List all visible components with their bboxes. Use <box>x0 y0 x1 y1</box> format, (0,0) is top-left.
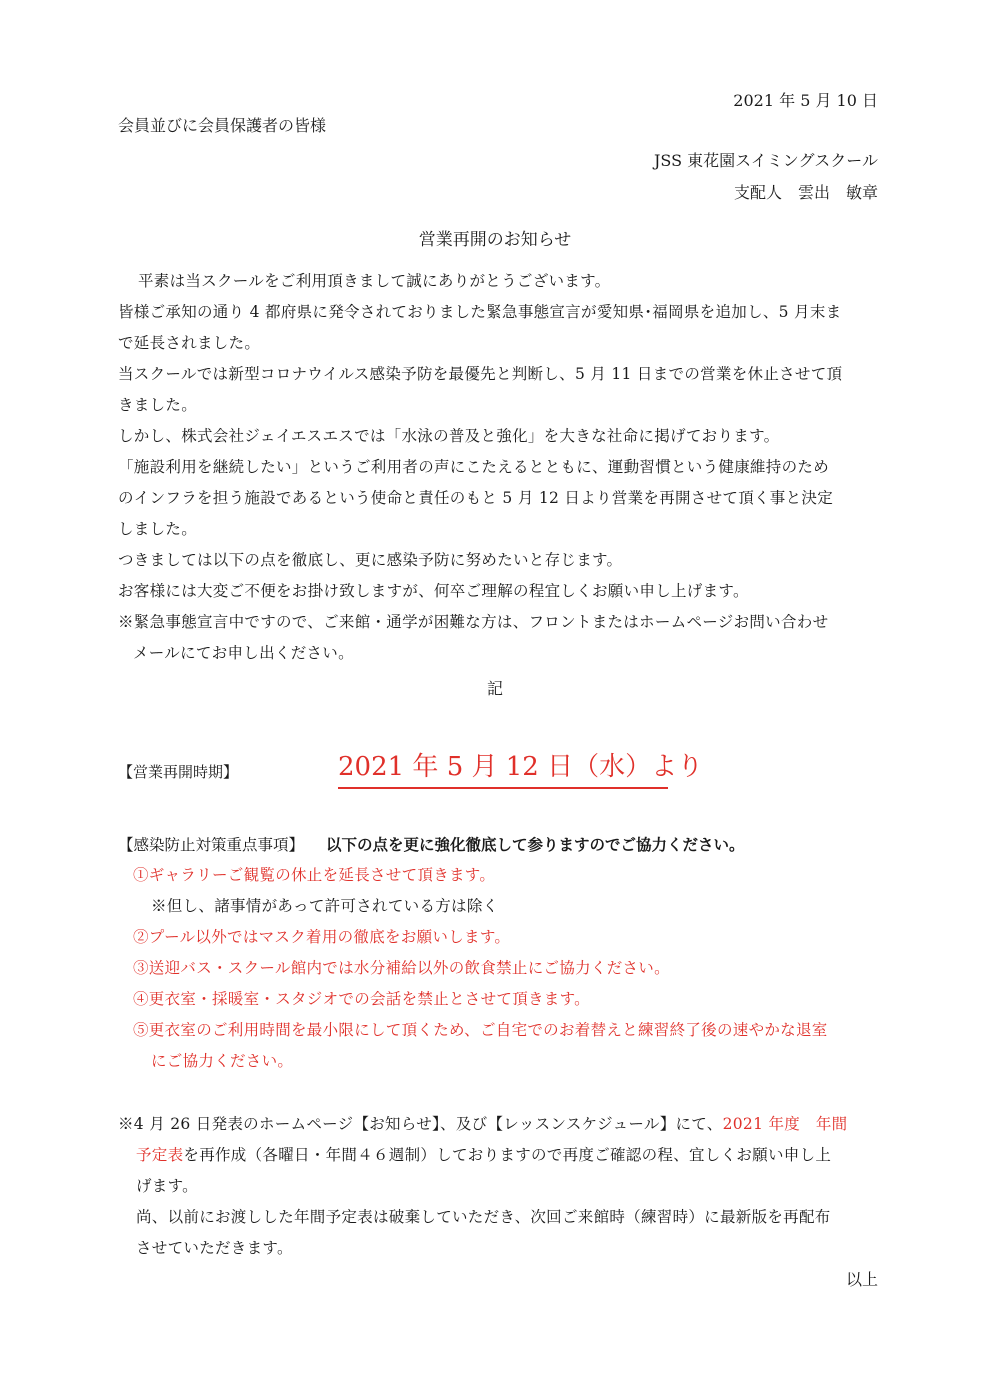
measure-item: ①ギャラリーご観覧の休止を延長させて頂きます。 <box>133 866 496 884</box>
body-line: つきましては以下の点を徹底し、更に感染予防に努めたいと存じます。 <box>118 551 623 569</box>
measure-item: ③送迎バス・スクール館内では水分補給以外の飲食禁止にご協力ください。 <box>133 959 670 977</box>
measures-list <box>133 860 893 1077</box>
recipient: 会員並びに会員保護者の皆様 <box>118 116 327 135</box>
body-text <box>118 266 883 669</box>
measure-item: ⑤更衣室のご利用時間を最小限にして頂くため、ご自宅でのお着替えと練習終了後の速やかな退室 <box>133 1021 828 1039</box>
measure-item: ②プール以外ではマスク着用の徹底をお願いします。 <box>133 928 511 946</box>
reopen-label: 【営業再開時期】 <box>118 763 239 781</box>
note-line <box>118 1109 888 1140</box>
note-line: げます。 <box>136 1177 198 1195</box>
body-line: しかし、株式会社ジェイエスエスでは「水泳の普及と強化」を大きな社命に掲げております。 <box>118 427 780 445</box>
closing-mark: 以上 <box>845 1270 878 1289</box>
body-line: のインフラを担う施設であるという使命と責任のもと 5 月 12 日より営業を再開させて頂く事と決定 <box>118 489 833 507</box>
note-line: 尚、以前にお渡しした年間予定表は破棄していただき、次回ご来館時（練習時）に最新版を再配布 <box>136 1208 831 1226</box>
body-line: 当スクールでは新型コロナウイルス感染予防を最優先と判断し、5 月 11 日までの営業を休止させて頂 <box>118 365 843 383</box>
note-highlight: 予定表 <box>136 1146 184 1164</box>
page-title: 営業再開のお知らせ <box>418 230 572 250</box>
note-highlight: 2021 年度 年間 <box>722 1115 848 1133</box>
body-line: しました。 <box>118 520 198 538</box>
body-line: ※緊急事態宣言中ですので、ご来館・通学が困難な方は、フロントまたはホームページお問い合わせ <box>118 613 829 631</box>
sender-organization: JSS 東花園スイミングスクール <box>653 151 878 170</box>
ki-marker: 記 <box>486 679 503 698</box>
body-line: 皆様ご承知の通り 4 都府県に発令されておりました緊急事態宣言が愛知県･福岡県を追加し、5 月末ま <box>118 303 842 321</box>
body-line: 「施設利用を継続したい」というご利用者の声にこたえるとともに、運動習慣という健康維持のため <box>118 458 830 476</box>
measure-item: ④更衣室・採暖室・スタジオでの会話を禁止とさせて頂きます。 <box>133 990 590 1008</box>
measures-lead: 以下の点を更に強化徹底して参りますのでご協力ください。 <box>326 835 745 854</box>
note-text: を再作成（各曜日・年間４６週制）しておりますので再度ご確認の程、宜しくお願い申し上 <box>183 1146 832 1164</box>
schedule-notes <box>118 1109 888 1264</box>
issue-date: 2021 年 5 月 10 日 <box>733 91 878 110</box>
sender-name: 支配人 雲出 敏章 <box>733 183 878 202</box>
body-line: メールにてお申し出ください。 <box>133 644 354 662</box>
measure-item: にご協力ください。 <box>151 1052 294 1070</box>
note-line: させていただきます。 <box>136 1239 293 1257</box>
measures-label: 【感染防止対策重点事項】 <box>118 836 305 854</box>
measures-heading <box>118 833 745 855</box>
body-line: 平素は当スクールをご利用頂きまして誠にありがとうございます。 <box>138 272 611 290</box>
reopen-date: 2021 年 5 月 12 日（水）より <box>338 746 668 789</box>
body-line: で延長されました。 <box>118 334 261 352</box>
body-line: きました。 <box>118 396 198 414</box>
note-line <box>118 1140 888 1171</box>
note-text: ※4 月 26 日発表のホームページ【お知らせ】、及び【レッスンスケジュール】にて、 <box>118 1115 723 1133</box>
measure-note: ※但し、諸事情があって許可されている方は除く <box>151 897 499 915</box>
body-line: お客様には大変ご不便をお掛け致しますが、何卒ご理解の程宜しくお願い申し上げます。 <box>118 582 749 600</box>
